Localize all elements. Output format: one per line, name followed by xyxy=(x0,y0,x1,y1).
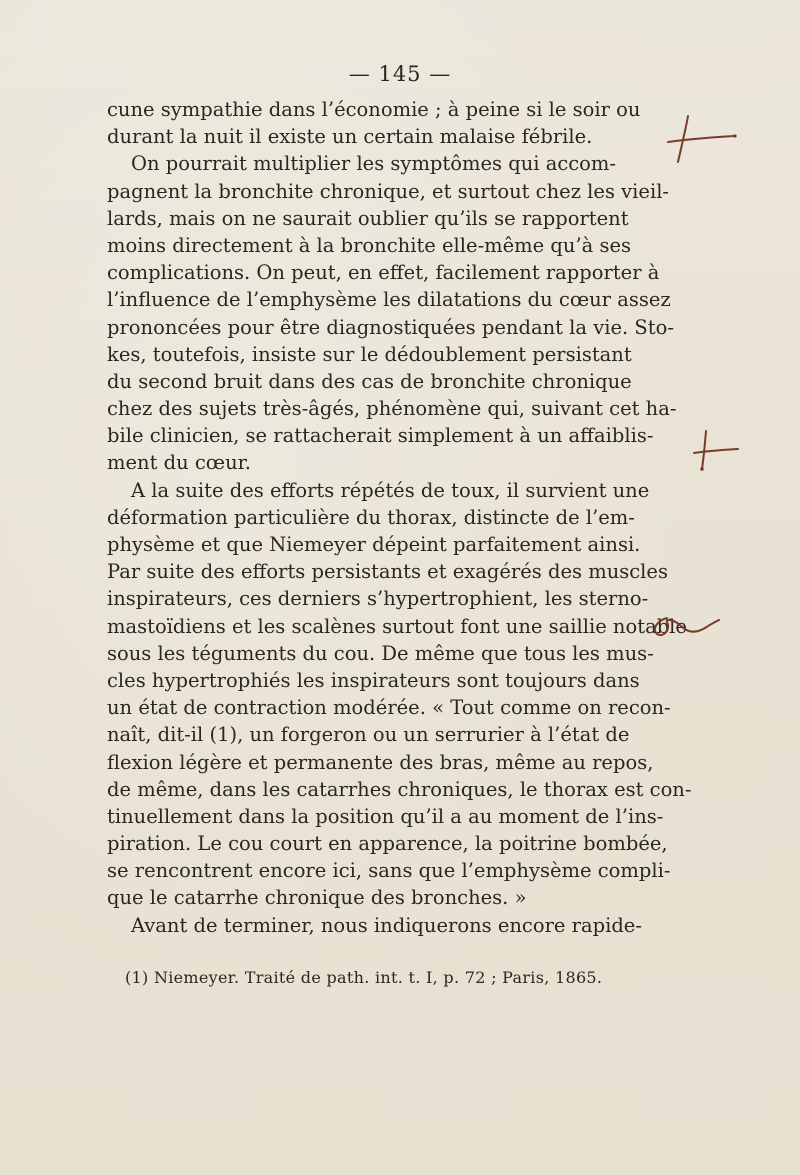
text-line: naît, dit-il (1), un forgeron ou un serrurier à l’état de xyxy=(107,723,630,747)
text-line: que le catarrhe chronique des bronches. » xyxy=(107,886,527,910)
text-line: Par suite des efforts persistants et exagérés des muscles xyxy=(107,560,668,584)
text-line: lards, mais on ne saurait oublier qu’ils se rapportent xyxy=(107,206,629,230)
text-line: complications. On peut, en effet, facilement rapporter à xyxy=(107,261,660,285)
handwritten-scribble-icon xyxy=(645,608,725,648)
text-line: mastoïdiens et les scalènes surtout font une saillie notable xyxy=(107,614,687,638)
text-line: un état de contraction modérée. « Tout comme on recon- xyxy=(107,696,671,720)
text-line: cles hypertrophiés les inspirateurs sont toujours dans xyxy=(107,668,640,692)
handwritten-plus-dash-icon xyxy=(690,425,750,475)
text-line: se rencontrent encore ici, sans que l’emphysème compli- xyxy=(107,859,671,883)
text-line: du second bruit dans des cas de bronchite chronique xyxy=(107,369,632,393)
text-line: physème et que Niemeyer dépeint parfaitement ainsi. xyxy=(107,533,641,556)
text-line: moins directement à la bronchite elle-même qu’à ses xyxy=(107,233,632,257)
text-line: prononcées pour être diagnostiquées pendant la vie. Sto- xyxy=(107,315,674,339)
text-line: ment du cœur. xyxy=(107,451,252,475)
footnote: (1) Niemeyer. Traité de path. int. t. I, p. 72 ; Paris, 1865. xyxy=(125,968,603,987)
text-line: durant la nuit il existe un certain malaise fébrile. xyxy=(107,125,593,149)
text-line: flexion légère et permanente des bras, même au repos, xyxy=(107,750,654,774)
text-line: pagnent la bronchite chronique, et surtout chez les vieil- xyxy=(107,179,670,203)
text-line: inspirateurs, ces derniers s’hypertrophient, les sterno- xyxy=(107,587,649,611)
body-text xyxy=(107,96,692,939)
text-line: A la suite des efforts répétés de toux, il survient une xyxy=(131,478,650,502)
page-number: — 145 — xyxy=(348,62,452,86)
text-line: tinuellement dans la position qu’il a au moment de l’ins- xyxy=(107,804,664,828)
text-line: chez des sujets très-âgés, phénomène qui, suivant cet ha- xyxy=(107,397,677,421)
text-line: déformation particulière du thorax, distincte de l’em- xyxy=(107,505,635,529)
text-line: de même, dans les catarrhes chroniques, le thorax est con- xyxy=(107,777,692,801)
text-line: On pourrait multiplier les symptômes qui accom- xyxy=(131,152,616,176)
text-line: l’influence de l’emphysème les dilatations du cœur assez xyxy=(107,288,671,312)
text-line: cune sympathie dans l’économie ; à peine si le soir ou xyxy=(107,98,641,121)
text-line: piration. Le cou court en apparence, la poitrine bombée, xyxy=(107,832,668,856)
text-line: Avant de terminer, nous indiquerons encore rapide- xyxy=(131,913,642,937)
text-line: bile clinicien, se rattacherait simplement à un affaiblis- xyxy=(107,424,654,448)
text-line: kes, toutefois, insiste sur le dédoublement persistant xyxy=(107,342,632,366)
handwritten-plus-dash-icon xyxy=(660,110,740,170)
text-line: sous les téguments du cou. De même que tous les mus- xyxy=(107,641,654,665)
